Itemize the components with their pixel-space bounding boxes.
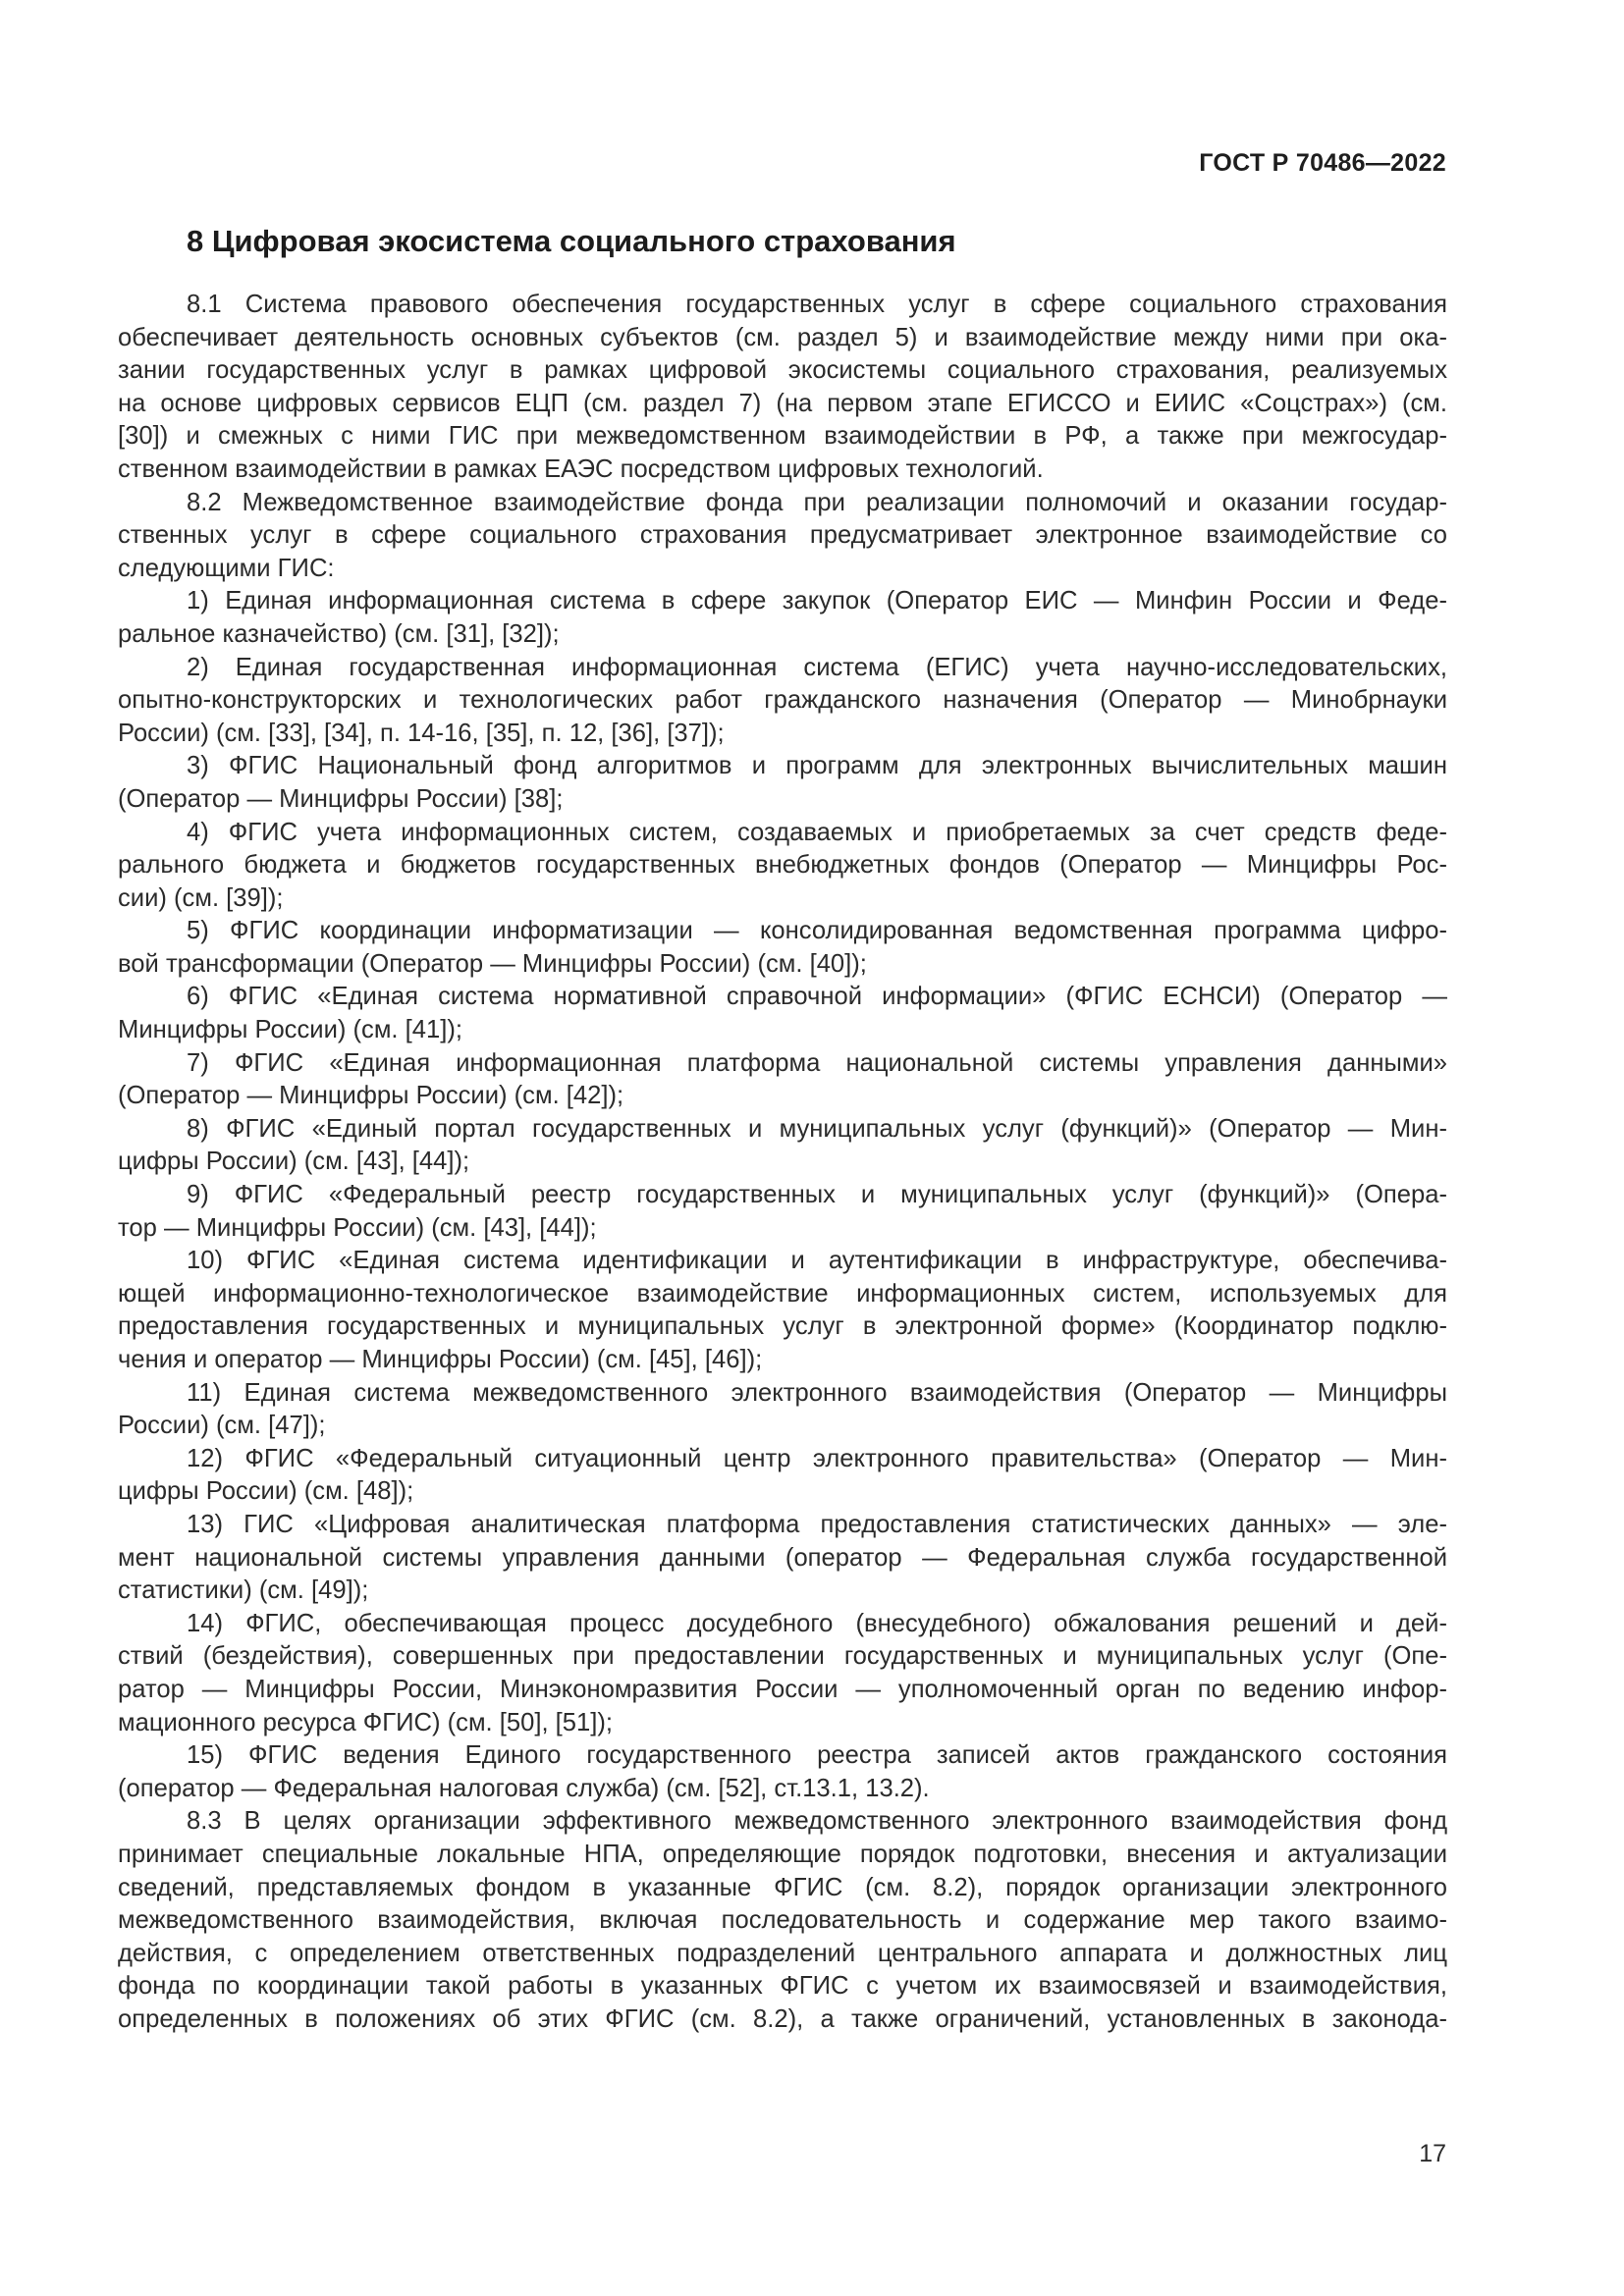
body-text [118, 289, 1447, 2036]
text-line: (Оператор — Минцифры России) [38]; [118, 784, 564, 813]
text-line: опытно-конструкторских и технологических работ гражданского назначения (Оператор — Минобрнауки [118, 686, 1447, 715]
text-line: мационного ресурса ФГИС) (см. [50], [51]); [118, 1708, 613, 1736]
text-line: ратор — Минцифры России, Минэкономразвития России — уполномоченный орган по ведению инфор- [118, 1675, 1447, 1703]
text-line: ствий (бездействия), совершенных при предоставлении государственных и муниципальных услуг (Опе- [118, 1642, 1447, 1671]
text-line: 8) ФГИС «Единый портал государственных и муниципальных услуг (функций)» (Оператор — Мин- [187, 1114, 1447, 1143]
text-line: цифры России) (см. [48]); [118, 1477, 414, 1506]
text-line: 14) ФГИС, обеспечивающая процесс досудебного (внесудебного) обжалования решений и дей- [187, 1609, 1447, 1637]
text-line: 1) Единая информационная система в сфере закупок (Оператор ЕИС — Минфин России и Феде- [187, 587, 1447, 615]
text-line: 5) ФГИС координации информатизации — консолидированная ведомственная программа цифро- [187, 917, 1447, 945]
text-line: 6) ФГИС «Единая система нормативной справочной информации» (ФГИС ЕСНСИ) (Оператор — [187, 983, 1447, 1011]
text-line: чения и оператор — Минцифры России) (см. [45], [46]); [118, 1346, 763, 1373]
text-line: 11) Единая система межведомственного электронного взаимодействия (Оператор — Минцифры [187, 1378, 1447, 1407]
text-line: действия, с определением ответственных подразделений центрального аппарата и должностных лиц [118, 1939, 1447, 1967]
text-line: предоставления государственных и муниципальных услуг в электронной форме» (Координатор подклю- [118, 1312, 1447, 1341]
text-line: 9) ФГИС «Федеральный реестр государственных и муниципальных услуг (функций)» (Опера- [187, 1181, 1447, 1209]
text-line: определенных в положениях об этих ФГИС (см. 8.2), а также ограничений, установленных в законода- [118, 2004, 1447, 2033]
text-line: ральное казначейство) (см. [31], [32]); [118, 619, 560, 648]
text-line: межведомственного взаимодействия, включая последовательность и содержание мер такого взаимо- [118, 1906, 1447, 1935]
text-line: 8.3 В целях организации эффективного межведомственного электронного взаимодействия фонд [187, 1807, 1447, 1836]
text-line: ственном взаимодействии в рамках ЕАЭС посредством цифровых технологий. [118, 454, 1044, 483]
text-line: России) (см. [33], [34], п. 14-16, [35], п. 12, [36], [37]); [118, 719, 725, 747]
text-line: 13) ГИС «Цифровая аналитическая платформа предоставления статистических данных» — эле- [187, 1510, 1447, 1538]
text-line: [30]) и смежных с ними ГИС при межведомственном взаимодействии в РФ, а также при межгосудар- [118, 422, 1447, 451]
text-line: 3) ФГИС Национальный фонд алгоритмов и программ для электронных вычислительных машин [187, 752, 1447, 780]
text-line: 4) ФГИС учета информационных систем, создаваемых и приобретаемых за счет средств феде- [187, 818, 1447, 846]
text-line: вой трансформации (Оператор — Минцифры России) (см. [40]); [118, 949, 867, 978]
text-line: обеспечивает деятельность основных субъектов (см. раздел 5) и взаимодействие между ними при ока- [118, 323, 1447, 351]
text-line: России) (см. [47]); [118, 1412, 326, 1440]
text-line: фонда по координации такой работы в указанных ФГИС с учетом их взаимосвязей и взаимодействия, [118, 1972, 1447, 2001]
section-heading: 8 Цифровая экосистема социального страхования [187, 224, 956, 258]
document-code: ГОСТ Р 70486—2022 [1199, 149, 1446, 177]
text-line: зании государственных услуг в рамках цифровой экосистемы социального страхования, реализуемых [118, 356, 1447, 385]
text-line: 8.1 Система правового обеспечения государственных услуг в сфере социального страхования [187, 291, 1447, 318]
text-line: 8.2 Межведомственное взаимодействие фонда при реализации полномочий и оказании государ- [187, 488, 1447, 516]
text-line: 10) ФГИС «Единая система идентификации и аутентификации в инфраструктуре, обеспечива- [187, 1247, 1447, 1275]
text-line: 7) ФГИС «Единая информационная платформа национальной системы управления данными» [187, 1048, 1447, 1077]
text-line: рального бюджета и бюджетов государственных внебюджетных фондов (Оператор — Минцифры Рос- [118, 851, 1447, 880]
text-line: сии) (см. [39]); [118, 883, 284, 912]
text-line: ющей информационно-технологическое взаимодействие информационных систем, используемых для [118, 1279, 1447, 1308]
text-line: принимает специальные локальные НПА, определяющие порядок подготовки, внесения и актуализации [118, 1840, 1447, 1868]
text-line: (оператор — Федеральная налоговая служба) (см. [52], ст.13.1, 13.2). [118, 1774, 930, 1802]
text-line: статистики) (см. [49]); [118, 1576, 369, 1605]
text-line: сведений, представляемых фондом в указанные ФГИС (см. 8.2), порядок организации электронного [118, 1873, 1447, 1901]
page-number: 17 [1419, 2140, 1446, 2167]
text-line: 2) Единая государственная информационная система (ЕГИС) учета научно-исследовательских, [187, 653, 1447, 681]
text-line: 12) ФГИС «Федеральный ситуационный центр электронного правительства» (Оператор — Мин- [187, 1444, 1447, 1472]
text-line: Минцифры России) (см. [41]); [118, 1016, 462, 1044]
text-line: мент национальной системы управления данными (оператор — Федеральная служба государственной [118, 1543, 1447, 1572]
text-line: следующими ГИС: [118, 554, 335, 582]
text-line: 15) ФГИС ведения Единого государственного реестра записей актов гражданского состояния [187, 1741, 1447, 1770]
text-line: (Оператор — Минцифры России) (см. [42]); [118, 1082, 624, 1110]
text-line: ственных услуг в сфере социального страхования предусматривает электронное взаимодействие со [118, 521, 1447, 550]
text-line: тор — Минцифры России) (см. [43], [44]); [118, 1213, 597, 1242]
text-line: на основе цифровых сервисов ЕЦП (см. раздел 7) (на первом этапе ЕГИССО и ЕИИС «Соцстрах») (см. [118, 389, 1447, 417]
text-line: цифры России) (см. [43], [44]); [118, 1148, 470, 1176]
